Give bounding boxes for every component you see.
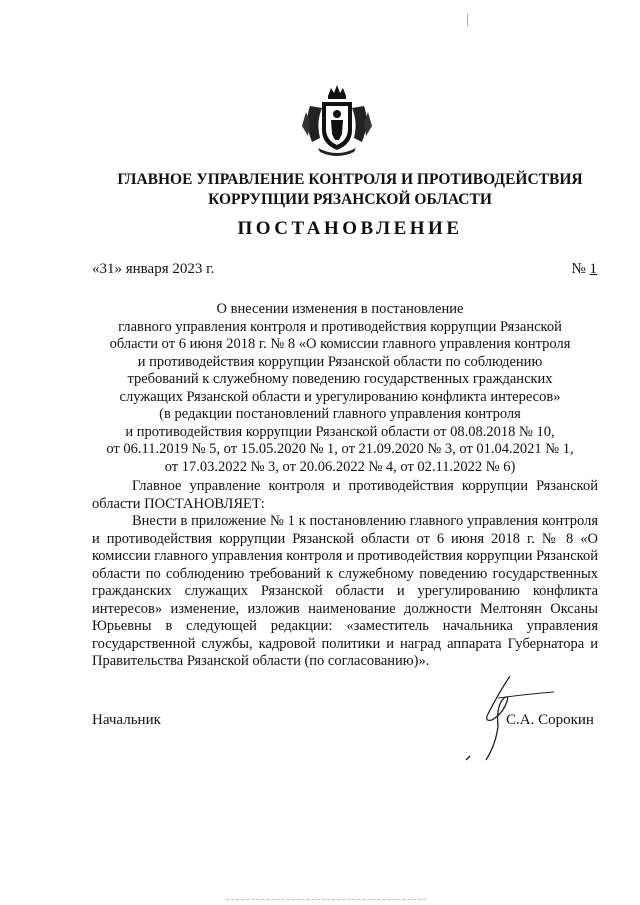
body-paragraph: Внести в приложение № 1 к постановлению главного управления контроля и противодействия коррупции Рязанской области от 6 июня 2018 г. № 8 «О комиссии главного управления контроля и противодействия коррупции Рязанской области по соблюдению требований к служебному поведению государственных гражданских служащих Рязанской области и урегулированию конфликта интересов» изменение, изложив наименование должности Мелтонян Оксаны Юрьевны в следующей редакции: «заместитель начальника управления государственной службы, кадровой политики и наград аппарата Губернатора и Правительства Рязанской области (по согласованию)». [92, 513, 598, 669]
document-body [92, 478, 598, 671]
subject-line: области от 6 июня 2018 г. № 8 «О комиссии главного управления контроля [109, 336, 571, 352]
document-date: «31» января 2023 г. [92, 261, 215, 277]
document-subject [80, 301, 600, 476]
document-type: ПОСТАНОВЛЕНИЕ [237, 218, 463, 239]
scan-mark [467, 14, 471, 26]
subject-line: служащих Рязанской области и урегулированию конфликта интересов» [119, 388, 561, 405]
subject-line: и противодействия коррупции Рязанской области от 08.08.2018 № 10, [125, 423, 555, 440]
subject-line: и противодействия коррупции Рязанской области по соблюдению [137, 353, 543, 370]
subject-line: О внесении изменения в постановление [216, 301, 464, 317]
coat-of-arms-emblem [298, 82, 376, 160]
number-prefix: № [571, 261, 590, 277]
subject-line: от 17.03.2022 № 3, от 20.06.2022 № 4, от 02.11.2022 № 6) [164, 458, 516, 475]
organization-title-line: ГЛАВНОЕ УПРАВЛЕНИЕ КОНТРОЛЯ И ПРОТИВОДЕЙСТВИЯ [117, 171, 583, 188]
subject-line: от 06.11.2019 № 5, от 15.05.2020 № 1, от 21.09.2020 № 3, от 01.04.2021 № 1, [106, 441, 574, 457]
subject-line: требований к служебному поведению государственных гражданских [127, 371, 553, 387]
scan-mark [226, 899, 426, 903]
document-number [571, 261, 597, 278]
signer-position: Начальник [92, 712, 161, 728]
subject-line: (в редакции постановлений главного управления контроля [159, 406, 521, 422]
subject-line: главного управления контроля и противодействия коррупции Рязанской [118, 318, 562, 335]
signer-name: С.А. Сорокин [506, 712, 594, 728]
organization-title-line: КОРРУПЦИИ РЯЗАНСКОЙ ОБЛАСТИ [208, 191, 492, 208]
number-value: 1 [589, 261, 597, 277]
body-paragraph: Главное управление контроля и противодействия коррупции Рязанской области ПОСТАНОВЛЯЕТ: [92, 478, 598, 512]
organization-title [60, 170, 640, 210]
